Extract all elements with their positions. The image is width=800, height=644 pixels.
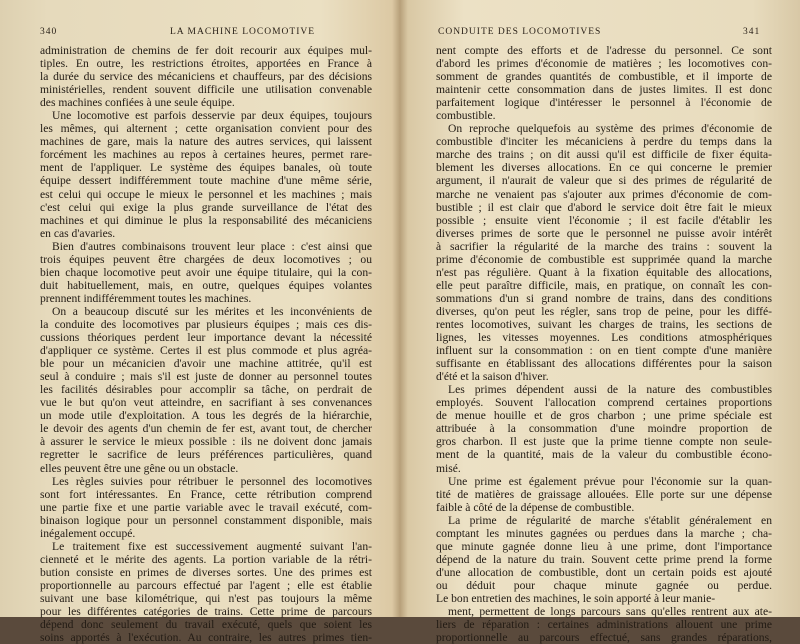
text-line: trois équipes peuvent être chargées de deux locomotives ; ou [40, 252, 372, 266]
text-line: d'appliquer ce système. Certes il est plus commode et plus agréa- [40, 344, 372, 358]
text-line: duit habituellement, mais, en outre, quelques équipes volantes [40, 278, 372, 292]
text-line: le devoir des agents d'un chemin de fer est, avant tout, de chercher [40, 422, 372, 436]
text-line: administration de chemins de fer doit recourir aux équipes mul- [40, 44, 372, 57]
text-line: sont fort intéressantes. En France, cette rétribution comprend [40, 487, 372, 501]
text-line: Une locomotive est parfois desservie par deux équipes, toujours [52, 109, 372, 123]
text-line: ble pour un mécanicien d'avoir une machine attitrée, qu'il est [40, 357, 372, 371]
text-line: sommations d'un si grand nombre de trains, dans des conditions [436, 291, 772, 305]
text-line: machines de gare, mais la nature des autres services, qui laissent [40, 135, 372, 149]
text-line: attribuée à la consommation d'une moindre proportion de [436, 422, 772, 436]
text-line: ment de l'appliquer. Le système des équipes banales, où toute [40, 161, 372, 175]
left-page-body [40, 44, 372, 644]
right-page-body [436, 44, 772, 644]
text-line: Le traitement fixe est successivement augmenté suivant l'an- [52, 539, 372, 553]
text-line: bien chaque locomotive peut avoir une équipe titulaire, qui la con- [40, 265, 372, 279]
right-running-head: CONDUITE DES LOCOMOTIVES [438, 27, 602, 37]
text-line: argument, il n'aurait de valeur que si des primes de régularité de [436, 174, 772, 188]
text-line: d'une allocation de combustible, dont un certain poids est ajouté [436, 565, 772, 579]
text-line: Bien d'autres combinaisons trouvent leur place : c'est ainsi que [52, 239, 372, 253]
text-line: de menue houille et de gros charbon ; une prime spéciale est [436, 409, 772, 423]
text-line: à sacrifier la régularité de la marche des trains : souvent la [436, 239, 772, 253]
text-line: des machines confiées à une seule équipe. [40, 96, 235, 110]
text-line: bution consiste en primes de diverses sortes. Une des primes est [40, 565, 372, 579]
text-line: en cas d'avaries. [40, 226, 116, 240]
text-line: faible à côté de la dépense de combustible. [436, 500, 635, 514]
right-page-number: 341 [743, 27, 761, 37]
text-line: Le bon entretien des machines, le soin apporté à leur manie- [436, 591, 716, 605]
text-line: dépend donc seulement du travail exécuté, quels que soient les [40, 618, 372, 632]
right-page [400, 0, 800, 644]
text-line: prennent indifféremment toutes les machines. [40, 291, 252, 305]
text-line: machines et qui diminue le plus la responsabilité des mécaniciens [40, 213, 372, 227]
text-line: Une prime est également prévue pour l'économie sur la quan- [448, 474, 772, 488]
text-line: suffisante en établissant des allocations différentes pour la saison [436, 357, 772, 371]
text-line: ment de la quantité, mais de la valeur du combustible écono- [436, 448, 772, 462]
text-line: combustible d'inciter les mécaniciens à perdre du temps dans la [436, 135, 772, 149]
text-line: d'été et la saison d'hiver. [436, 370, 549, 384]
text-line: les facilités désirables pour accomplir sa tâche, on perdrait de [40, 383, 372, 397]
text-line: vue le but qu'on veut atteindre, en sacrifiant à ses convenances [40, 396, 372, 410]
text-line: inégalement occupé. [40, 526, 136, 540]
text-line: ou déduit pour chaque minute gagnée ou perdue. [436, 578, 772, 592]
text-line: pour les différentes catégories de trains. Cette prime de parcours [40, 605, 372, 619]
text-line: tité de matières de graissage allouées. Elle porte sur une dépense [436, 487, 772, 501]
text-line: équipe dessert indifféremment toute machine d'une même série, [40, 174, 372, 188]
text-line: lignes, les vitesses moyennes. Les conditions atmosphériques [436, 331, 772, 345]
text-line: comptant les minutes gagnées ou perdues dans la marche ; cha- [436, 526, 772, 540]
text-line: Les règles suivies pour rétribuer le personnel des locomotives [52, 474, 372, 488]
text-line: Les primes dépendent aussi de la nature des combustibles [448, 383, 772, 397]
text-line: que minute gagnée donne lieu à une prime, dont l'importance [436, 539, 772, 553]
text-line: seul à conduire ; mais s'il est juste de donner au personnel toutes [40, 370, 372, 384]
text-line: proportionnelle au parcours effectué par l'agent ; elle est établie [40, 578, 372, 592]
text-line: somment de grandes quantités de combustible, et il importe de [436, 70, 772, 84]
text-line: à assurer le service le mieux possible : ils ne doivent donc jamais [40, 435, 372, 449]
text-line: forcément les machines au repos à certaines heures, permet rare- [40, 148, 372, 162]
text-line: d'abord les primes d'économie de matières ; les locomotives con- [436, 57, 772, 71]
text-line: n'est pas régulière. Quant à la fixation équitable des allocations, [436, 265, 772, 279]
text-line: rentes locomotives, suivant les charges de trains, les sections de [436, 317, 772, 331]
text-line: la durée du service des mécaniciens et chauffeurs, par des décisions [40, 70, 372, 84]
text-line: elle peut paraître difficile, mais, en pratique, on connaît les con- [436, 278, 772, 292]
text-line: un mode utile d'exploitation. A tous les degrés de la hiérarchie, [40, 409, 372, 423]
text-line: blement les diverses allocations. En ce qui concerne le premier [436, 161, 772, 175]
text-line: La prime de régularité de marche s'établit généralement en [448, 513, 772, 527]
text-line: combustible. [436, 109, 496, 123]
text-line: employés. Souvent l'allocation comprend certaines proportions [436, 396, 772, 410]
text-line: la conduite des locomotives par plusieurs équipes ; mais ces dis- [40, 317, 372, 331]
text-line: ministérielles, rendent souvent difficile une utilisation convenable [40, 83, 372, 97]
text-line: binaison logique pour un personnel constamment disponible, mais [40, 513, 372, 527]
left-running-head: LA MACHINE LOCOMOTIVE [170, 27, 316, 37]
text-line: nent compte des efforts et de l'adresse du personnel. Ce sont [436, 44, 772, 57]
text-line: bustible ; il est clair que d'abord le service doit être fait le mieux [436, 200, 772, 214]
text-line: les mêmes, qui alternent ; cette organisation convient pour des [40, 122, 372, 136]
text-line: est celui qui occupe le mieux le personnel et les machines ; mais [40, 187, 372, 201]
text-line: proportionnelle au parcours effectué, sans grandes réparations, [436, 631, 772, 644]
text-line: soins apportés à l'exécution. Au contraire, les autres primes tien- [40, 631, 372, 644]
text-line: c'est celui qui exige la plus grande surveillance de l'état des [40, 200, 372, 214]
left-page-number: 340 [40, 27, 58, 37]
text-line: On reproche quelquefois au système des primes d'économie de [448, 122, 772, 136]
text-line: diverses, qu'on peut les régler, sans trop de peine, pour les diffé- [436, 304, 772, 318]
text-line: suivant une base kilométrique, qui n'est pas toujours la même [40, 591, 372, 605]
text-line: prime d'économie de combustible est supprimée quand la marche [436, 252, 772, 266]
text-line: tiples. En outre, les restrictions étroites, apportées en France à [40, 57, 372, 71]
text-line: cussions théoriques perdent leur importance devant la nécessité [40, 331, 372, 345]
text-line: regretter le sacrifice de leurs préférences particulières, quand [40, 448, 372, 462]
text-line: liers de réparation : certaines administrations allouent une prime [436, 618, 772, 632]
text-line: marche ne venaient pas s'ajouter aux primes d'économie de com- [436, 187, 772, 201]
text-line: diverses primes de sorte que le personnel ne puisse avoir intérêt [436, 226, 772, 240]
text-line: marche des trains ; on dit aussi qu'il est difficile de fixer équita- [436, 148, 772, 162]
text-line: une partie fixe et une partie variable avec le travail exécuté, com- [40, 500, 372, 514]
text-line: maintenir cette consommation dans de justes limites. Il est donc [436, 83, 772, 97]
text-line: ment, permettent de longs parcours sans qu'elles rentrent aux ate- [448, 605, 772, 619]
text-line: cienneté et le mérite des agents. La portion variable de la rétri- [40, 552, 372, 566]
text-line: misé. [436, 461, 461, 475]
text-line: elles peuvent être une gêne ou un obstacle. [40, 461, 239, 475]
text-line: influent sur la consommation : on en tient compte d'une manière [436, 344, 772, 358]
text-line: parfaitement logique d'intéresser le personnel à l'économie de [436, 96, 772, 110]
text-line: gros charbon. Il est juste que la prime tienne compte non seule- [436, 435, 772, 449]
text-line: possible ; ensuite vient l'économie ; il est facile d'établir les [436, 213, 772, 227]
text-line: dépend de la nature du train. Souvent cette prime prend la forme [436, 552, 772, 566]
text-line: On a beaucoup discuté sur les mérites et les inconvénients de [52, 304, 372, 318]
